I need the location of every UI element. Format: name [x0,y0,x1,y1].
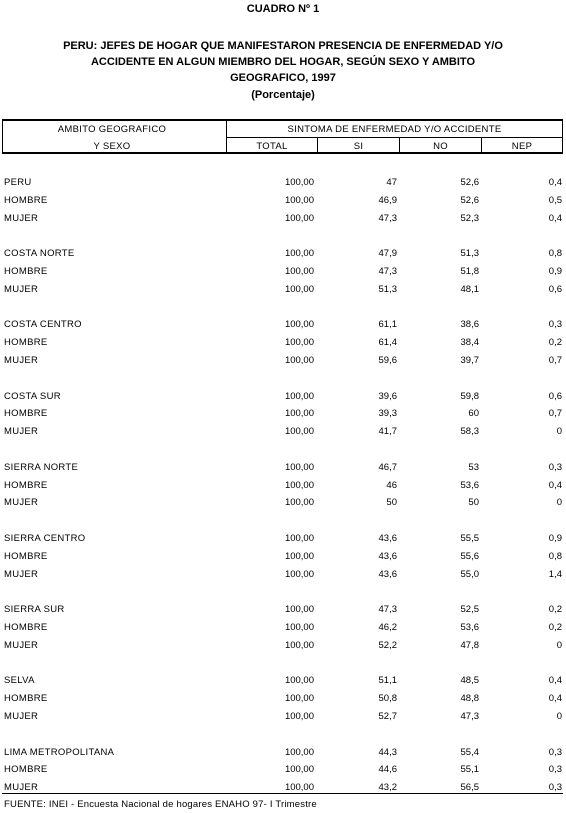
si-cell: 46,7 [378,462,397,473]
total-cell: 100,00 [284,604,314,615]
no-cell: 55,1 [460,764,479,775]
total-cell: 100,00 [284,337,314,348]
total-cell: 100,00 [284,426,314,437]
source-note: FUENTE: INEI - Encuesta Nacional de hogares ENAHO 97- I Trimestre [4,799,317,810]
no-cell: 52,6 [460,177,479,188]
si-cell: 41,7 [378,426,397,437]
no-cell: 47,3 [460,711,479,722]
no-cell: 47,8 [460,640,479,651]
no-cell: 51,3 [460,248,479,259]
row-label: COSTA CENTRO [4,319,82,330]
total-cell: 100,00 [284,551,314,562]
no-cell: 38,6 [460,319,479,330]
no-cell: 53,6 [460,622,479,633]
nep-cell: 0,3 [548,782,562,793]
column-header-total: TOTAL [256,141,288,152]
si-cell: 47,3 [378,266,397,277]
no-cell: 52,5 [460,604,479,615]
si-cell: 43,6 [378,533,397,544]
si-cell: 46,9 [378,195,397,206]
nep-cell: 0,3 [548,462,562,473]
nep-cell: 0,8 [548,551,562,562]
si-cell: 59,6 [378,355,397,366]
no-cell: 55,5 [460,533,479,544]
header-sintoma-label: SINTOMA DE ENFERMEDAD Y/O ACCIDENTE [287,124,502,135]
column-header-si: SI [353,141,364,152]
total-cell: 100,00 [284,764,314,775]
table-number: CUADRO Nº 1 [246,3,320,15]
row-label: HOMBRE [4,551,48,562]
si-cell: 50,8 [378,693,397,704]
header-subdivider [226,137,562,138]
nep-cell: 0,7 [548,408,562,419]
si-cell: 46 [386,480,397,491]
header-ambito-label: AMBITO GEOGRAFICO [57,124,167,135]
nep-cell: 0,6 [548,284,562,295]
nep-cell: 0,4 [548,675,562,686]
header-sexo-label: Y SEXO [93,141,131,152]
si-cell: 52,7 [378,711,397,722]
table-bottom-rule [2,793,563,794]
row-label: HOMBRE [4,195,48,206]
total-cell: 100,00 [284,177,314,188]
si-cell: 47,9 [378,248,397,259]
no-cell: 39,7 [460,355,479,366]
total-cell: 100,00 [284,533,314,544]
nep-cell: 0 [556,426,562,437]
total-cell: 100,00 [284,622,314,633]
no-cell: 55,0 [460,569,479,580]
si-cell: 46,2 [378,622,397,633]
total-cell: 100,00 [284,569,314,580]
si-cell: 61,1 [378,319,397,330]
nep-cell: 0 [556,711,562,722]
row-label: HOMBRE [4,337,48,348]
total-cell: 100,00 [284,675,314,686]
no-cell: 53 [468,462,479,473]
row-label: HOMBRE [4,408,48,419]
si-cell: 43,6 [378,569,397,580]
nep-cell: 0 [556,640,562,651]
total-cell: 100,00 [284,497,314,508]
si-cell: 43,6 [378,551,397,562]
total-cell: 100,00 [284,640,314,651]
nep-cell: 0,2 [548,604,562,615]
no-cell: 51,8 [460,266,479,277]
si-cell: 51,1 [378,675,397,686]
si-cell: 44,6 [378,764,397,775]
total-cell: 100,00 [284,319,314,330]
total-cell: 100,00 [284,266,314,277]
total-cell: 100,00 [284,284,314,295]
nep-cell: 0,4 [548,693,562,704]
no-cell: 38,4 [460,337,479,348]
no-cell: 48,5 [460,675,479,686]
nep-cell: 0,2 [548,337,562,348]
column-header-nep: NEP [511,141,533,152]
table-title-line-1: PERU: JEFES DE HOGAR QUE MANIFESTARON PRESENCIA DE ENFERMEDAD Y/O [63,40,503,52]
table-title-line-3: GEOGRAFICO, 1997 [230,72,336,84]
nep-cell: 0,2 [548,622,562,633]
nep-cell: 0,3 [548,747,562,758]
row-label: MUJER [4,355,39,366]
no-cell: 53,6 [460,480,479,491]
nep-cell: 0,6 [548,391,562,402]
total-cell: 100,00 [284,782,314,793]
no-cell: 52,3 [460,213,479,224]
no-cell: 56,5 [460,782,479,793]
nep-cell: 0,5 [548,195,562,206]
si-cell: 61,4 [378,337,397,348]
row-label: COSTA NORTE [4,248,75,259]
row-label: MUJER [4,782,39,793]
row-label: SIERRA CENTRO [4,533,86,544]
si-cell: 39,6 [378,391,397,402]
nep-cell: 1,4 [548,569,562,580]
nep-cell: 0,4 [548,177,562,188]
total-cell: 100,00 [284,480,314,491]
total-cell: 100,00 [284,747,314,758]
nep-cell: 0,9 [548,266,562,277]
row-label: MUJER [4,497,39,508]
table-title-line-2: ACCIDENTE EN ALGUN MIEMBRO DEL HOGAR, SEGÚN SEXO Y AMBITO [90,56,476,68]
row-label: MUJER [4,426,39,437]
nep-cell: 0,9 [548,533,562,544]
total-cell: 100,00 [284,693,314,704]
no-cell: 48,8 [460,693,479,704]
no-cell: 58,3 [460,426,479,437]
no-cell: 50 [468,497,479,508]
si-cell: 47,3 [378,604,397,615]
total-cell: 100,00 [284,711,314,722]
no-cell: 60 [468,408,479,419]
row-label: MUJER [4,284,39,295]
row-label: SIERRA NORTE [4,462,79,473]
row-label: MUJER [4,213,39,224]
nep-cell: 0,3 [548,319,562,330]
no-cell: 55,6 [460,551,479,562]
total-cell: 100,00 [284,248,314,259]
row-label: COSTA SUR [4,391,61,402]
row-label: SIERRA SUR [4,604,65,615]
no-cell: 55,4 [460,747,479,758]
row-label: LIMA METROPOLITANA [4,747,115,758]
nep-cell: 0 [556,497,562,508]
si-cell: 44,3 [378,747,397,758]
nep-cell: 0,3 [548,764,562,775]
row-label: HOMBRE [4,693,48,704]
total-cell: 100,00 [284,391,314,402]
si-cell: 39,3 [378,408,397,419]
si-cell: 47,3 [378,213,397,224]
nep-cell: 0,4 [548,480,562,491]
row-label: HOMBRE [4,266,48,277]
total-cell: 100,00 [284,355,314,366]
si-cell: 43,2 [378,782,397,793]
row-label: PERU [4,177,32,188]
si-cell: 51,3 [378,284,397,295]
no-cell: 48,1 [460,284,479,295]
total-cell: 100,00 [284,408,314,419]
row-label: HOMBRE [4,764,48,775]
column-header-no: NO [433,141,448,152]
table-unit: (Porcentaje) [251,89,315,101]
row-label: HOMBRE [4,480,48,491]
si-cell: 50 [386,497,397,508]
no-cell: 52,6 [460,195,479,206]
si-cell: 52,2 [378,640,397,651]
nep-cell: 0,4 [548,213,562,224]
total-cell: 100,00 [284,462,314,473]
no-cell: 59,8 [460,391,479,402]
nep-cell: 0,7 [548,355,562,366]
si-cell: 47 [386,177,397,188]
total-cell: 100,00 [284,195,314,206]
row-label: MUJER [4,569,39,580]
row-label: SELVA [4,675,35,686]
total-cell: 100,00 [284,213,314,224]
row-label: HOMBRE [4,622,48,633]
row-label: MUJER [4,711,39,722]
nep-cell: 0,8 [548,248,562,259]
row-label: MUJER [4,640,39,651]
